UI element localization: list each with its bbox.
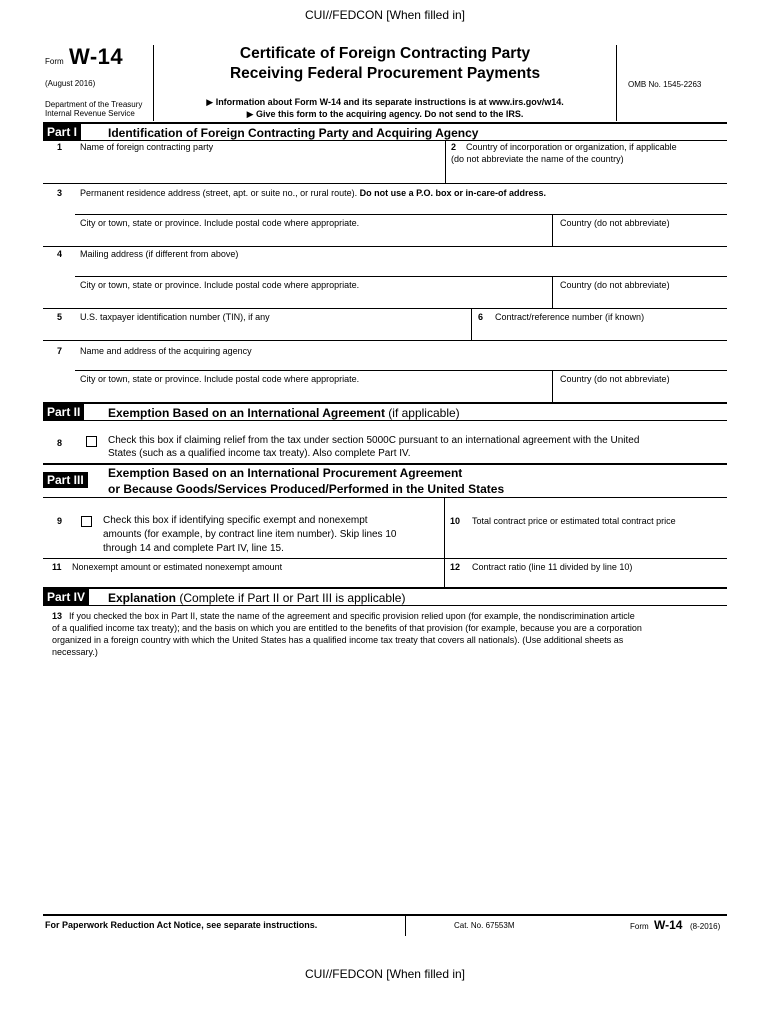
line-2-label-a: Country of incorporation or organization, if applicable: [466, 142, 677, 152]
line-13-text-b: of a qualified income tax treaty); and the basis on which you are entitled to the benefits of that provision (for example, because you are a corporation: [52, 623, 642, 633]
line-2-number: 2: [451, 142, 457, 152]
contract-number-field[interactable]: [478, 324, 720, 338]
line-10-number: 10: [450, 516, 461, 526]
part-2-title: [108, 406, 460, 420]
city-2-field[interactable]: [80, 292, 545, 306]
line-3-label: [80, 188, 546, 198]
paperwork-notice: For Paperwork Reduction Act Notice, see separate instructions.: [45, 920, 318, 930]
line-6-label: Contract/reference number (if known): [495, 312, 645, 322]
line-13-text-c: organized in a foreign country with which the United States has a qualified income tax treaty that covers all nationals). (Use additional sheets as: [52, 635, 624, 645]
line-5-label: U.S. taxpayer identification number (TIN), if any: [80, 312, 270, 322]
line-13-number: 13: [52, 611, 63, 621]
country-of-incorporation-field[interactable]: [451, 166, 721, 181]
line-9-number: 9: [57, 516, 63, 526]
form-number: W-14: [69, 44, 124, 69]
country-3-field[interactable]: [560, 386, 720, 400]
line-4-number: 4: [57, 249, 63, 259]
line-6-number: 6: [478, 312, 484, 322]
part-4-title-text: Explanation: [108, 591, 177, 605]
line-8-text-b: States (such as a qualified income tax treaty). Also complete Part IV.: [108, 448, 411, 459]
line-7-number: 7: [57, 346, 63, 356]
line-9-text-b: amounts (for example, by contract line item number). Skip lines 10: [103, 529, 397, 540]
permanent-address-field[interactable]: [80, 199, 720, 211]
line-3-label-text: Permanent residence address (street, apt. or suite no., or rural route).: [80, 188, 358, 198]
line-9-checkbox[interactable]: [81, 516, 92, 527]
footer-revision: (8-2016): [690, 922, 721, 931]
part-2-tag: Part II: [43, 404, 84, 420]
part-3-tag: Part III: [43, 472, 88, 488]
line-11-number: 11: [52, 562, 62, 572]
line-13-text-a: If you checked the box in Part II, state the name of the agreement and specific provision relied upon (for example, the nondiscrimination article: [69, 611, 635, 621]
part-2-title-text: Exemption Based on an International Agreement: [108, 406, 385, 420]
line-7-label: Name and address of the acquiring agency: [80, 346, 252, 356]
part-2-title-suffix: (if applicable): [388, 406, 460, 420]
country-2-label: Country (do not abbreviate): [560, 280, 670, 290]
omb-number: OMB No. 1545-2263: [628, 80, 702, 89]
foreign-party-name-field[interactable]: [80, 157, 440, 179]
part-1-tag: Part I: [43, 124, 81, 140]
form-instructions: [155, 96, 615, 120]
mailing-address-field[interactable]: [80, 261, 720, 273]
footer-form-number: W-14: [654, 918, 683, 932]
info-line-1: ▶ Information about Form W-14 and its separate instructions is at www.irs.gov/w14.: [206, 97, 564, 107]
title-line-1: Certificate of Foreign Contracting Party: [239, 45, 531, 62]
footer-form-label: Form: [630, 922, 649, 931]
part-4-title: [108, 591, 405, 605]
nonexempt-amount-field[interactable]: [72, 573, 437, 585]
part-3-title-line-1: Exemption Based on an International Procurement Agreement: [108, 466, 463, 480]
line-2-label-b: (do not abbreviate the name of the country): [451, 154, 624, 164]
line-3-warning: Do not use a P.O. box or in-care-of address.: [359, 188, 547, 198]
part-1-title: Identification of Foreign Contracting Party and Acquiring Agency: [108, 126, 479, 140]
country-1-field[interactable]: [560, 230, 720, 244]
agency-name: Internal Revenue Service: [45, 109, 135, 118]
department-name: Department of the Treasury: [45, 100, 143, 109]
form-label: Form: [45, 57, 64, 66]
line-13-text-d: necessary.): [52, 647, 98, 657]
line-8-number: 8: [57, 438, 63, 448]
form-title: [155, 44, 615, 84]
part-4-tag: Part IV: [43, 589, 89, 605]
part-3-title-line-2: or Because Goods/Services Produced/Performed in the United States: [108, 482, 505, 496]
country-3-label: Country (do not abbreviate): [560, 374, 670, 384]
cui-banner-top: CUI//FEDCON [When filled in]: [304, 8, 466, 22]
line-1-label: Name of foreign contracting party: [80, 142, 214, 152]
city-1-field[interactable]: [80, 230, 545, 244]
acquiring-agency-field[interactable]: [80, 357, 720, 369]
info-line-2: ▶ Give this form to the acquiring agency. Do not send to the IRS.: [246, 109, 524, 119]
line-12-label: Contract ratio (line 11 divided by line 10): [472, 562, 633, 572]
line-11-label: Nonexempt amount or estimated nonexempt amount: [72, 562, 283, 572]
country-1-label: Country (do not abbreviate): [560, 218, 670, 228]
line-9-text-a: Check this box if identifying specific exempt and nonexempt: [103, 515, 368, 526]
city-2-label: City or town, state or province. Include postal code where appropriate.: [80, 280, 360, 290]
tin-field[interactable]: [80, 324, 465, 338]
catalog-number: Cat. No. 67553M: [454, 921, 515, 930]
line-8-text-a: Check this box if claiming relief from the tax under section 5000C pursuant to an international agreement with the United: [108, 435, 640, 446]
line-8-checkbox[interactable]: [86, 436, 97, 447]
form-revision: (August 2016): [45, 79, 96, 88]
cui-banner-bottom: CUI//FEDCON [When filled in]: [304, 967, 466, 981]
line-5-number: 5: [57, 312, 63, 322]
total-contract-price-field[interactable]: [450, 530, 720, 554]
line-10-label: Total contract price or estimated total contract price: [472, 516, 676, 526]
part-4-title-suffix: (Complete if Part II or Part III is applicable): [179, 591, 406, 605]
line-1-number: 1: [57, 142, 63, 152]
line-12-number: 12: [450, 562, 461, 572]
city-1-label: City or town, state or province. Include postal code where appropriate.: [80, 218, 360, 228]
line-9-text-c: through 14 and complete Part IV, line 15.: [103, 543, 284, 554]
title-line-2: Receiving Federal Procurement Payments: [229, 65, 541, 82]
line-4-label: Mailing address (if different from above): [80, 249, 239, 259]
city-3-label: City or town, state or province. Include postal code where appropriate.: [80, 374, 360, 384]
country-2-field[interactable]: [560, 292, 720, 306]
explanation-textarea[interactable]: [52, 662, 722, 910]
line-3-number: 3: [57, 188, 63, 198]
city-3-field[interactable]: [80, 386, 545, 400]
contract-ratio-field[interactable]: [450, 573, 720, 585]
